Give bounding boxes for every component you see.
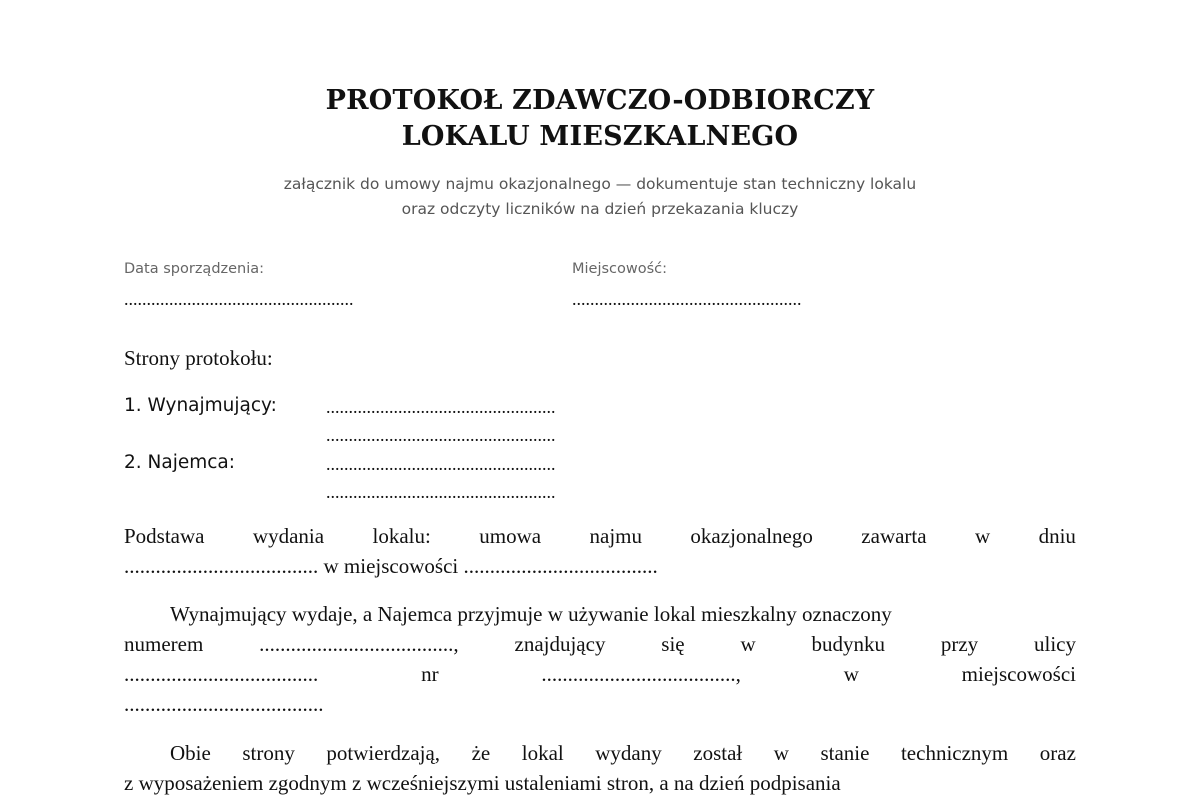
handover-word: ulicy (1034, 632, 1076, 656)
handover-line3 (124, 659, 1076, 689)
basis-word: zawarta (861, 524, 927, 548)
basis-word: Podstawa (124, 524, 205, 548)
apartment-number-field[interactable]: ....................................., (259, 632, 459, 656)
handover-word: numerem (124, 632, 204, 656)
date-label: Data sporządzenia: (124, 261, 265, 277)
basis-word: wydania (252, 524, 325, 548)
confirmation-word: że (471, 741, 491, 765)
handover-word: w (740, 632, 756, 656)
confirmation-word: technicznym (900, 741, 1009, 765)
basis-line2: ..................................... w miejscowości ..................................... (124, 554, 658, 578)
tenant-field-line2[interactable]: ................................................... (326, 482, 556, 502)
street-field[interactable]: ..................................... (124, 662, 319, 686)
handover-word: się (661, 632, 685, 656)
parties-heading: Strony protokołu: (124, 346, 273, 370)
landlord-field-line1[interactable]: ................................................... (326, 397, 556, 417)
document-title-line1: PROTOKOŁ ZDAWCZO-ODBIORCZY (325, 85, 875, 116)
basis-word: w (975, 524, 991, 548)
handover-line2 (124, 629, 1076, 659)
place-field[interactable]: ................................................... (572, 289, 802, 309)
confirmation-word: lokal (521, 741, 564, 765)
confirmation-line1 (124, 738, 1076, 768)
basis-word: lokalu: (372, 524, 431, 548)
basis-word: okazjonalnego (690, 524, 813, 548)
tenant-field-line1[interactable]: ................................................... (326, 454, 556, 474)
confirmation-word: potwierdzają, (326, 741, 441, 765)
tenant-label: 2. Najemca: (124, 452, 235, 473)
handover-paragraph (124, 599, 1076, 719)
landlord-field-line2[interactable]: ................................................... (326, 425, 556, 445)
confirmation-word: oraz (1039, 741, 1076, 765)
building-number-field[interactable]: ....................................., (541, 662, 741, 686)
document-title-line2: LOKALU MIESZKALNEGO (401, 121, 799, 152)
basis-word: dniu (1038, 524, 1076, 548)
handover-word: w (843, 662, 859, 686)
basis-word: umowa (479, 524, 542, 548)
basis-line1 (124, 521, 1076, 551)
basis-paragraph (124, 521, 1076, 581)
city-field[interactable]: ...................................... (124, 692, 324, 716)
confirmation-paragraph (124, 738, 1076, 798)
date-field[interactable]: ................................................... (124, 289, 354, 309)
handover-word: miejscowości (961, 662, 1076, 686)
handover-word: przy (940, 632, 979, 656)
confirmation-word: strony (242, 741, 295, 765)
confirmation-word: stanie (820, 741, 870, 765)
handover-word: znajdujący (514, 632, 606, 656)
confirmation-line2: z wyposażeniem zgodnym z wcześniejszymi ustaleniami stron, a na dzień podpisania (124, 771, 841, 795)
landlord-label: 1. Wynajmujący: (124, 395, 277, 416)
handover-line1: Wynajmujący wydaje, a Najemca przyjmuje w używanie lokal mieszkalny oznaczony (170, 602, 892, 626)
confirmation-word: został (693, 741, 743, 765)
handover-word: budynku (811, 632, 885, 656)
basis-word: najmu (589, 524, 642, 548)
confirmation-word: w (773, 741, 789, 765)
document-subtitle-line1: załącznik do umowy najmu okazjonalnego — dokumentuje stan techniczny lokalu (283, 175, 917, 193)
confirmation-word: wydany (595, 741, 662, 765)
confirmation-word: Obie (170, 741, 211, 765)
place-label: Miejscowość: (572, 261, 668, 277)
document-subtitle-line2: oraz odczyty liczników na dzień przekazania kluczy (401, 200, 799, 218)
handover-word: nr (421, 662, 439, 686)
document-page (124, 0, 1076, 800)
